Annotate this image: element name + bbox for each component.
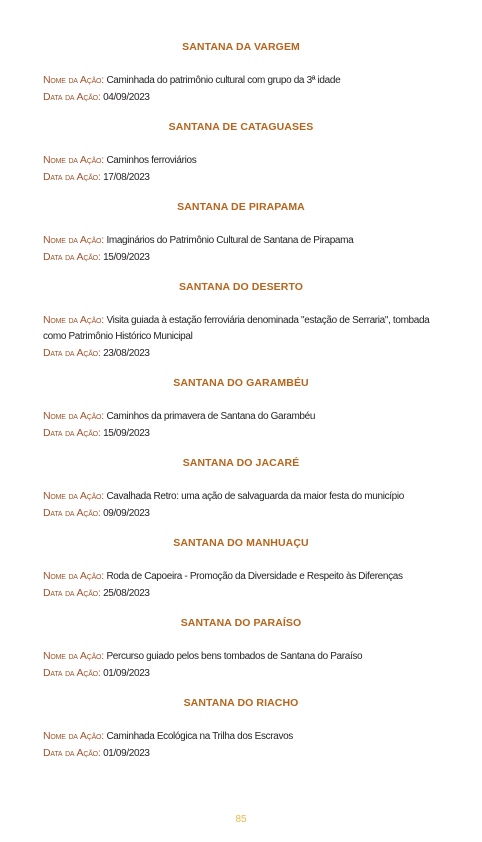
action-name-line <box>43 152 443 169</box>
action-name-label: Nome da Ação: <box>43 314 104 326</box>
city-heading: SANTANA DO GARAMBÉU <box>173 377 309 389</box>
action-entry <box>43 568 443 602</box>
action-name-line <box>43 648 443 665</box>
action-name-label: Nome da Ação: <box>43 650 104 662</box>
action-name-line <box>43 408 443 425</box>
action-name-line <box>43 232 443 249</box>
action-date-label: Data da Ação: <box>43 347 101 359</box>
action-name-line <box>43 72 443 89</box>
action-date-value: 04/09/2023 <box>103 92 150 103</box>
city-heading: SANTANA DA VARGEM <box>182 41 300 53</box>
action-date-line <box>43 665 443 682</box>
action-date-line <box>43 745 443 762</box>
city-heading: SANTANA DO RIACHO <box>183 697 299 709</box>
action-date-line <box>43 585 443 602</box>
action-name-label: Nome da Ação: <box>43 490 104 502</box>
action-date-value: 01/09/2023 <box>103 748 150 759</box>
action-name-value: Caminhos da primavera de Santana do Garambéu <box>106 411 316 422</box>
action-name-label: Nome da Ação: <box>43 410 104 422</box>
action-date-value: 01/09/2023 <box>103 668 150 679</box>
city-heading: SANTANA DO DESERTO <box>178 281 304 293</box>
action-date-label: Data da Ação: <box>43 427 101 439</box>
action-name-value: Caminhos ferroviários <box>106 155 197 166</box>
action-name-value: Percurso guiado pelos bens tombados de Santana do Paraíso <box>106 651 363 662</box>
action-name-label: Nome da Ação: <box>43 570 104 582</box>
action-date-value: 09/09/2023 <box>103 508 150 519</box>
action-date-line <box>43 345 443 362</box>
action-date-label: Data da Ação: <box>43 747 101 759</box>
action-date-line <box>43 505 443 522</box>
action-name-label: Nome da Ação: <box>43 154 104 166</box>
city-heading: SANTANA DO PARAÍSO <box>180 617 302 629</box>
action-name-line <box>43 728 443 745</box>
action-date-value: 23/08/2023 <box>103 348 150 359</box>
action-entry <box>43 648 443 682</box>
action-name-value: Caminhada Ecológica na Trilha dos Escravos <box>106 731 293 742</box>
action-date-label: Data da Ação: <box>43 667 101 679</box>
action-name-value: Imaginários do Patrimônio Cultural de Santana de Pirapama <box>106 235 354 246</box>
action-date-line <box>43 425 443 442</box>
action-date-label: Data da Ação: <box>43 251 101 263</box>
action-date-label: Data da Ação: <box>43 587 101 599</box>
action-date-line <box>43 169 443 186</box>
action-name-value: Cavalhada Retro: uma ação de salvaguarda da maior festa do município <box>106 491 404 502</box>
action-date-line <box>43 249 443 266</box>
action-name-line <box>43 488 443 505</box>
action-entry <box>43 408 443 442</box>
action-date-value: 17/08/2023 <box>103 172 150 183</box>
action-date-label: Data da Ação: <box>43 91 101 103</box>
action-name-value: Caminhada do patrimônio cultural com grupo da 3ª idade <box>106 75 341 86</box>
city-heading: SANTANA DE PIRAPAMA <box>177 201 305 213</box>
action-entry <box>43 488 443 522</box>
action-date-label: Data da Ação: <box>43 507 101 519</box>
action-name-label: Nome da Ação: <box>43 74 104 86</box>
action-date-label: Data da Ação: <box>43 171 101 183</box>
action-date-value: 15/09/2023 <box>103 428 150 439</box>
action-name-label: Nome da Ação: <box>43 234 104 246</box>
page-number: 85 <box>235 814 247 825</box>
city-heading: SANTANA DE CATAGUASES <box>168 121 314 133</box>
action-name-label: Nome da Ação: <box>43 730 104 742</box>
action-entry <box>43 232 443 266</box>
action-date-value: 15/09/2023 <box>103 252 150 263</box>
city-heading: SANTANA DO JACARÉ <box>182 457 300 469</box>
city-heading: SANTANA DO MANHUAÇU <box>173 537 309 549</box>
action-date-line <box>43 89 443 106</box>
action-name-value: Visita guiada à estação ferroviária denominada "estação de Serraria", tombada como Patrimônio Histórico Municipal <box>43 315 430 342</box>
action-date-value: 25/08/2023 <box>103 588 150 599</box>
action-entry <box>43 152 443 186</box>
action-name-line <box>43 568 443 585</box>
action-entry <box>43 72 443 106</box>
action-entry <box>43 728 443 762</box>
action-entry <box>43 312 443 362</box>
action-name-line <box>43 312 443 345</box>
action-name-value: Roda de Capoeira - Promoção da Diversidade e Respeito às Diferenças <box>106 571 403 582</box>
